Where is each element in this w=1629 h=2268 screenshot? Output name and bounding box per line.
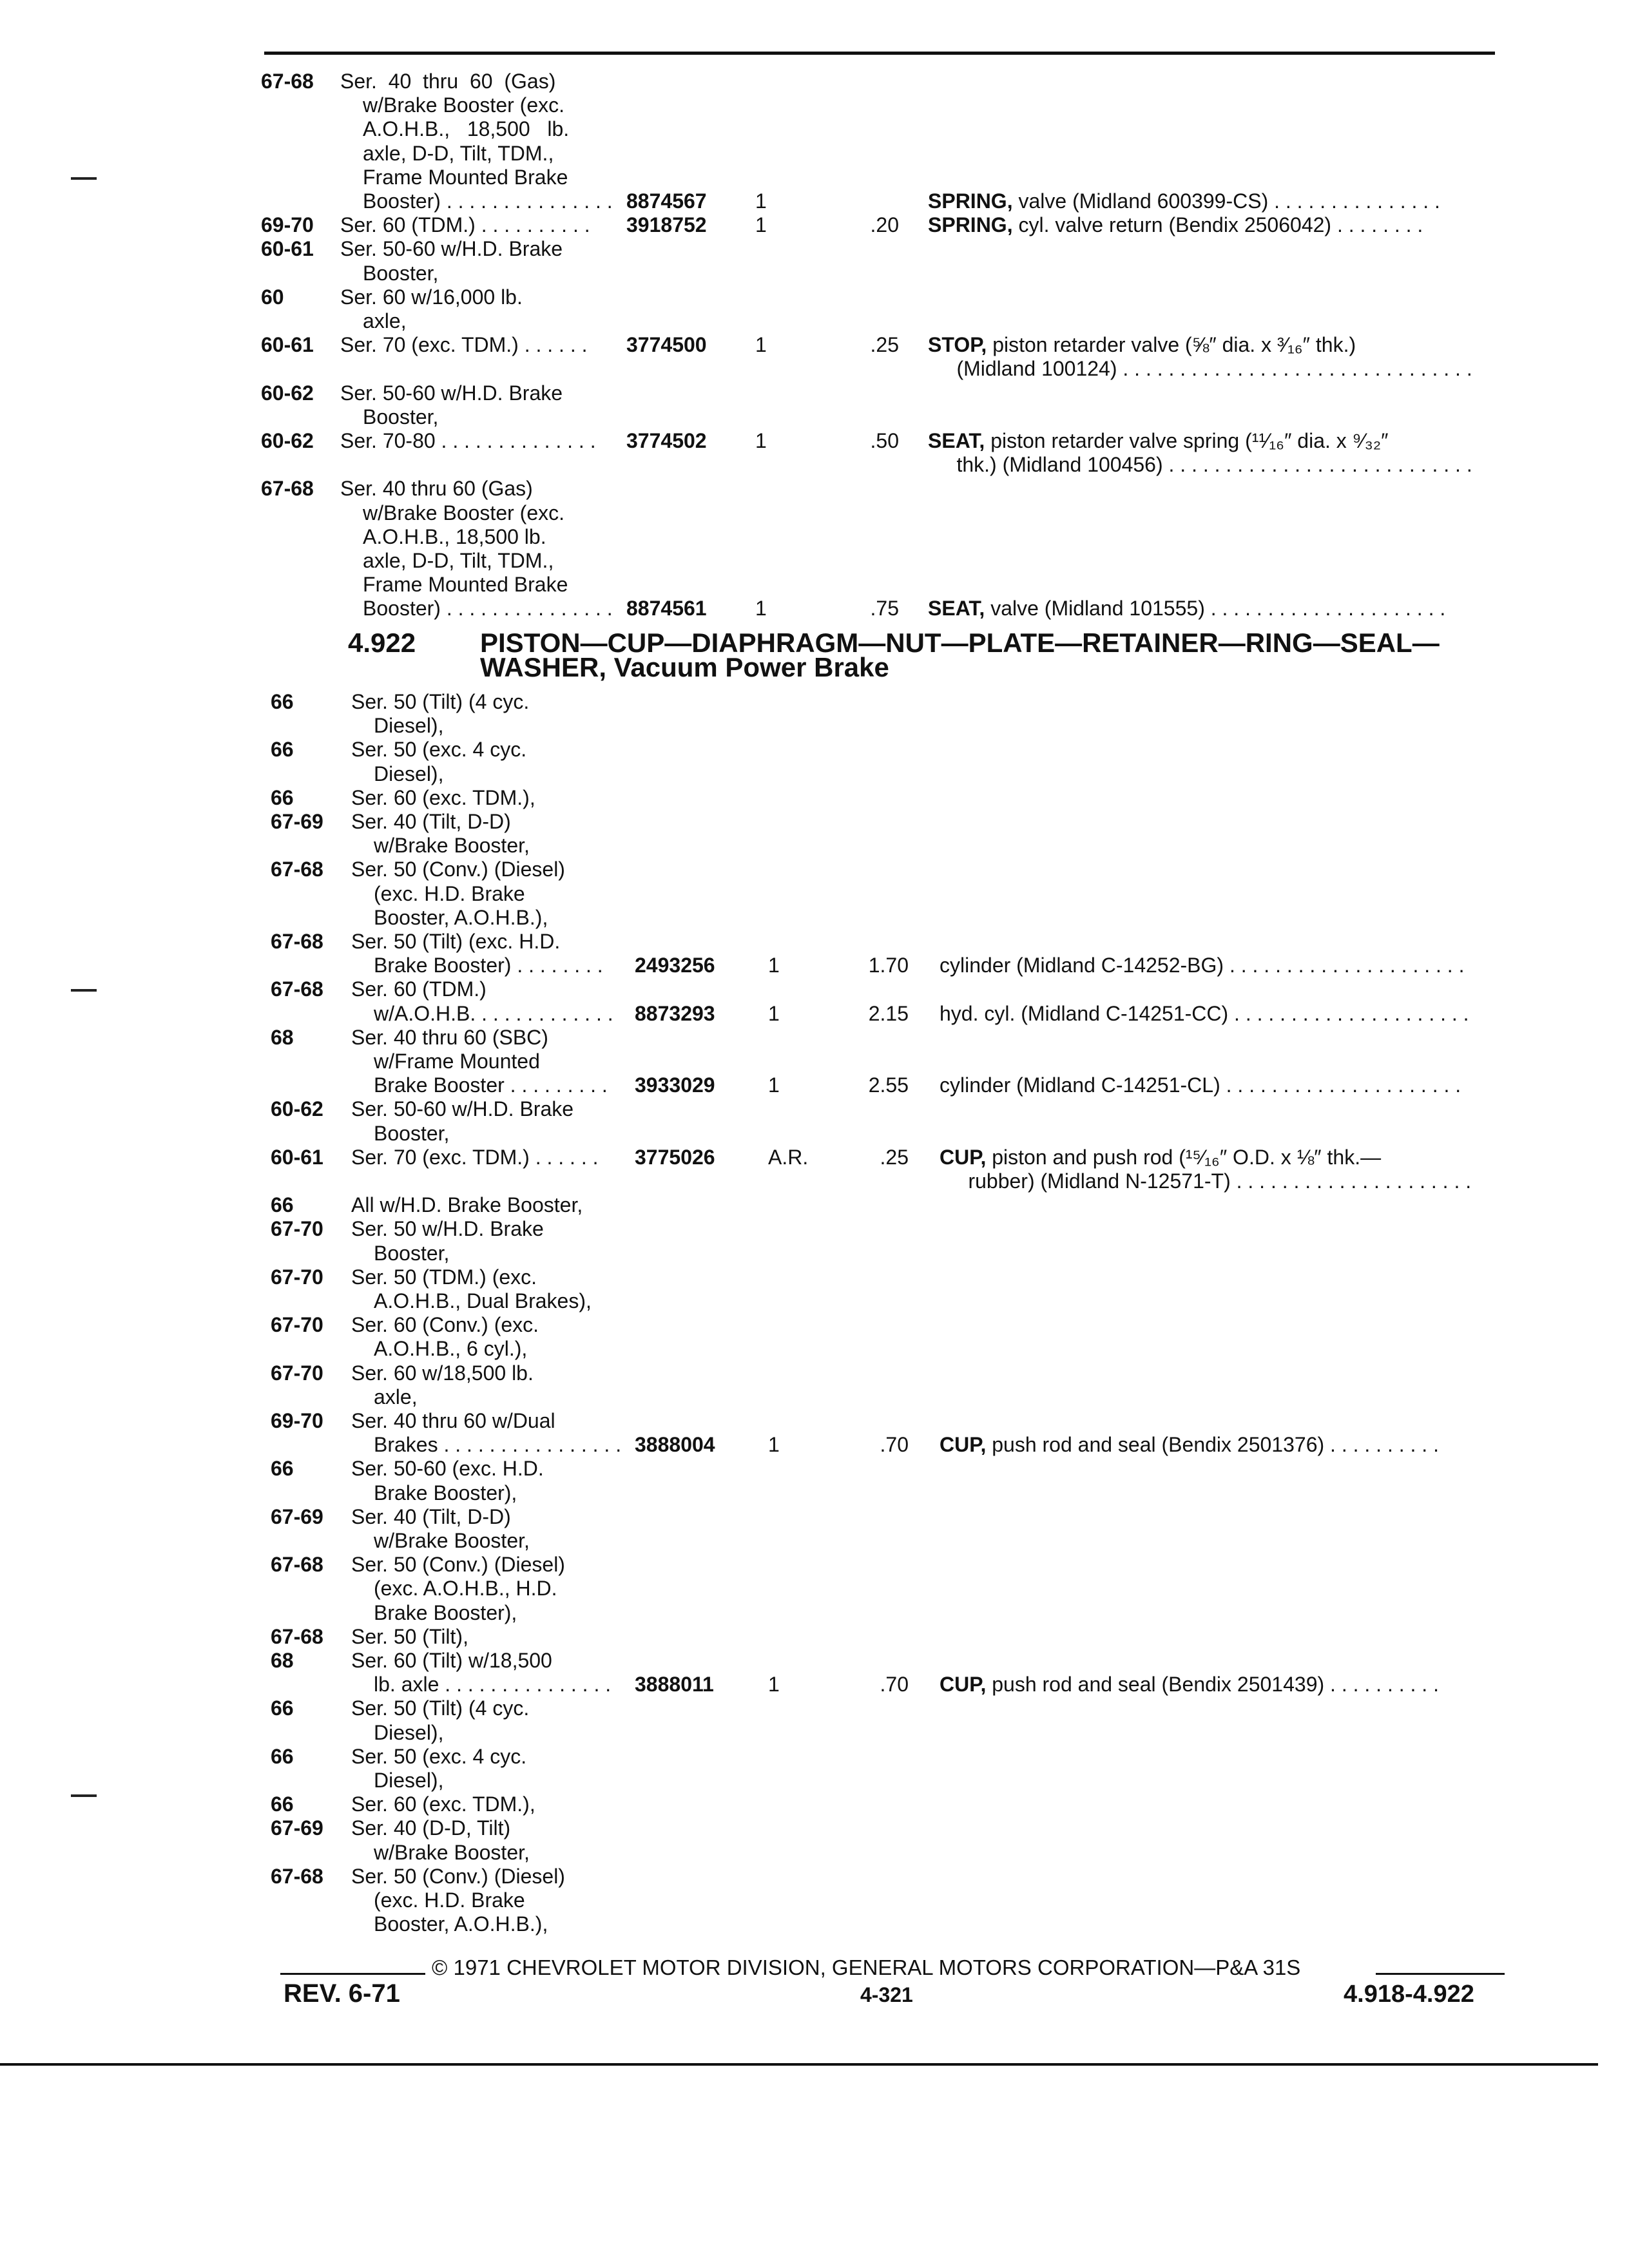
description [940,1433,1439,1456]
quantity: 1 [768,1673,780,1696]
model-year: 67-68 [271,1624,323,1648]
model-year: 66 [271,785,294,809]
model-year: 60-61 [261,237,314,261]
part-description: cylinder (Midland C-14252-BG) . . . . . . . . . . . . . . . . . . . . . [940,954,1465,977]
model-year: 67-70 [271,1313,323,1337]
price: .25 [870,333,899,357]
application: Ser. 50 (Tilt) (exc. H.D. [351,930,561,953]
model-year: 67-69 [271,810,323,833]
quantity: 1 [755,429,767,452]
price: 1.70 [868,954,909,977]
description [940,1073,1461,1097]
model-year: 67-68 [271,1553,323,1577]
section-title-line2: WASHER, Vacuum Power Brake [480,652,889,682]
part-description: cylinder (Midland C-14251-CL) . . . . . . . . . . . . . . . . . . . . . [940,1073,1461,1097]
application: Diesel), [374,1720,444,1744]
application: Ser. 50 (exc. 4 cyc. [351,738,527,762]
part-number: 8874567 [626,189,707,213]
application: Booster, A.O.H.B.), [374,1912,548,1936]
application: Ser. 40 (Tilt, D-D) [351,1504,511,1528]
margin-mark [71,989,97,992]
part-name: CUP, [940,1433,987,1457]
footer-rule-left [280,1973,425,1975]
top-rule [264,52,1495,55]
model-year: 66 [271,690,294,713]
margin-mark [71,1794,97,1797]
application: A.O.H.B., 18,500 lb. [363,117,570,141]
application: A.O.H.B., 18,500 lb. [363,524,546,548]
price: 2.55 [868,1073,909,1097]
part-name: CUP, [940,1145,987,1169]
section-number: 4.922 [348,628,416,658]
application: w/Brake Booster, [374,1840,530,1864]
application: w/Brake Booster (exc. [363,501,564,524]
model-year: 66 [271,1744,294,1768]
part-description: piston and push rod (¹⁵⁄₁₆″ O.D. x ⅛″ thk.— [986,1145,1382,1169]
application: axle, [363,309,407,332]
model-year: 67-68 [271,1864,323,1888]
model-year: 67-70 [271,1217,323,1241]
part-description: push rod and seal (Bendix 2501439) . . . . . . . . . . [986,1673,1439,1696]
quantity: 1 [755,189,767,213]
application: Ser. 60 w/18,500 lb. [351,1361,534,1385]
description [928,597,1445,620]
part-number: 2493256 [635,954,715,977]
part-description: piston retarder valve spring (¹¹⁄₁₆″ dia. x ⁹⁄₃₂″ [985,429,1389,452]
part-number: 3888004 [635,1433,715,1457]
description [940,1002,1469,1025]
quantity: A.R. [768,1145,809,1169]
application: Brake Booster . . . . . . . . . [374,1073,608,1097]
part-number: 3918752 [626,213,707,237]
application: axle, D-D, Tilt, TDM., [363,549,554,572]
application: w/A.O.H.B. . . . . . . . . . . . . [374,1001,613,1025]
application: Booster) . . . . . . . . . . . . . . . [363,597,613,620]
application: Ser. 60 (Tilt) w/18,500 [351,1649,552,1672]
part-description: cyl. valve return (Bendix 2506042) . . . . . . . . [1012,213,1423,237]
application: (exc. H.D. Brake [374,881,525,905]
price: .50 [870,429,899,452]
application: Ser. 50-60 (exc. H.D. [351,1457,544,1481]
price: .70 [880,1433,909,1457]
application: Brake Booster), [374,1600,517,1624]
description [940,1673,1439,1696]
part-number: 3888011 [635,1673,714,1696]
application: Booster, [363,261,439,285]
quantity: 1 [768,1001,780,1025]
application: Ser. 50 (Tilt), [351,1624,468,1648]
part-number: 3775026 [635,1145,715,1169]
model-year: 66 [271,1193,294,1217]
application: w/Frame Mounted [374,1050,540,1073]
application: w/Brake Booster, [374,1529,530,1552]
application: Ser. 50-60 w/H.D. Brake [340,237,563,261]
price: .25 [880,1145,909,1169]
quantity: 1 [755,213,767,237]
application: Diesel), [374,1769,444,1792]
part-number: 8873293 [635,1001,715,1025]
quantity: 1 [768,1433,780,1457]
part-description: piston retarder valve (⅝″ dia. x ³⁄₁₆″ thk.) [987,333,1356,357]
application: A.O.H.B., 6 cyl.), [374,1337,528,1361]
application: Ser. 50 (Tilt) (4 cyc. [351,1696,530,1720]
application: Ser. 60 (exc. TDM.), [351,785,535,809]
part-description: valve (Midland 600399-CS) . . . . . . . . . . . . . . . [1012,189,1440,213]
application: Frame Mounted Brake [363,165,568,189]
application: Ser. 40 thru 60 (Gas) [340,70,556,93]
part-name: CUP, [940,1673,987,1696]
application: Ser. 40 thru 60 w/Dual [351,1409,555,1432]
footer-copyright: © 1971 CHEVROLET MOTOR DIVISION, GENERAL MOTORS CORPORATION—P&A 31S [432,1956,1301,1979]
model-year: 60-62 [261,381,314,405]
application: Ser. 50-60 w/H.D. Brake [340,381,563,405]
description [928,213,1423,236]
application: Ser. 40 thru 60 (SBC) [351,1025,548,1049]
application: Ser. 60 (TDM.) . . . . . . . . . . [340,213,590,237]
part-number: 3774502 [626,429,707,452]
price: .70 [880,1673,909,1696]
part-name: SPRING, [928,189,1013,213]
application: Brake Booster), [374,1481,517,1504]
model-year: 67-68 [271,977,323,1001]
description [928,189,1440,213]
model-year: 68 [271,1649,294,1672]
description [928,429,1389,452]
model-year: 67-70 [271,1265,323,1289]
model-year: 67-68 [271,930,323,953]
application: Ser. 50-60 w/H.D. Brake [351,1097,574,1121]
description [940,1169,1471,1193]
application: Ser. 70 (exc. TDM.) . . . . . . [340,333,588,357]
application: Booster) . . . . . . . . . . . . . . . [363,189,613,213]
model-year: 67-69 [271,1816,323,1840]
model-year: 67-68 [261,70,314,93]
application: Ser. 70-80 . . . . . . . . . . . . . . [340,429,596,452]
application: Diesel), [374,762,444,785]
application: Ser. 50 (Conv.) (Diesel) [351,1553,565,1577]
part-description: thk.) (Midland 100456) . . . . . . . . . . . . . . . . . . . . . . . . . . . [928,453,1472,477]
part-number: 3774500 [626,333,707,357]
application: Ser. 50 (TDM.) (exc. [351,1265,537,1289]
price: .75 [870,597,899,620]
application: Booster, [363,405,439,428]
description [928,453,1472,476]
model-year: 60-62 [271,1097,323,1121]
model-year: 66 [271,738,294,762]
part-description: valve (Midland 101555) . . . . . . . . . . . . . . . . . . . . . [985,597,1446,620]
application: Ser. 40 (D-D, Tilt) [351,1816,511,1840]
model-year: 67-68 [271,858,323,881]
application: w/Brake Booster (exc. [363,93,564,117]
model-year: 66 [271,1457,294,1481]
application: Ser. 60 (Conv.) (exc. [351,1313,539,1337]
application: Ser. 50 (Conv.) (Diesel) [351,1864,565,1888]
application: Ser. 50 (exc. 4 cyc. [351,1744,527,1768]
footer-rev: REV. 6-71 [284,1979,400,2008]
application: Diesel), [374,714,444,738]
application: Ser. 70 (exc. TDM.) . . . . . . [351,1145,599,1169]
model-year: 67-68 [261,477,314,501]
quantity: 1 [768,1073,780,1097]
description [940,1146,1381,1169]
part-description: (Midland 100124) . . . . . . . . . . . . . . . . . . . . . . . . . . . . . . . [928,357,1472,381]
section-title-line1: PISTON—CUP—DIAPHRAGM—NUT—PLATE—RETAINER—RING—SEAL— [480,628,1440,658]
application: (exc. A.O.H.B., H.D. [374,1577,557,1600]
part-name: SPRING, [928,213,1013,237]
part-number: 8874561 [626,597,707,620]
part-number: 3933029 [635,1073,715,1097]
footer-rule-right [1376,1973,1505,1975]
model-year: 66 [271,1792,294,1816]
model-year: 68 [271,1025,294,1049]
application: Ser. 50 (Conv.) (Diesel) [351,858,565,881]
model-year: 66 [271,1696,294,1720]
application: Booster, A.O.H.B.), [374,905,548,929]
description [928,333,1356,356]
price: .20 [870,213,899,237]
part-name: SEAT, [928,597,985,620]
application: axle, [374,1385,418,1408]
price: 2.15 [868,1001,909,1025]
application: Brakes . . . . . . . . . . . . . . . . [374,1433,622,1457]
margin-mark [71,177,97,180]
model-year: 69-70 [271,1409,323,1432]
application: All w/H.D. Brake Booster, [351,1193,583,1217]
application: Ser. 40 thru 60 (Gas) [340,477,533,501]
quantity: 1 [755,333,767,357]
quantity: 1 [768,954,780,977]
application: Ser. 50 w/H.D. Brake [351,1217,544,1241]
description [940,954,1464,977]
model-year: 60-62 [261,429,314,452]
application: Booster, [374,1121,450,1145]
part-description: rubber) (Midland N-12571-T) . . . . . . . . . . . . . . . . . . . . . [940,1169,1472,1193]
application: Ser. 50 (Tilt) (4 cyc. [351,690,530,713]
application: Brake Booster) . . . . . . . . [374,954,603,977]
application: Booster, [374,1241,450,1265]
part-name: STOP, [928,333,987,357]
model-year: 67-69 [271,1504,323,1528]
application: lb. axle . . . . . . . . . . . . . . . [374,1673,612,1696]
part-description: push rod and seal (Bendix 2501376) . . . . . . . . . . [986,1433,1439,1457]
quantity: 1 [755,597,767,620]
footer-section-range: 4.918-4.922 [1344,1981,1474,2008]
application: w/Brake Booster, [374,834,530,858]
application: Ser. 40 (Tilt, D-D) [351,810,511,833]
application: Ser. 60 (TDM.) [351,977,487,1001]
model-year: 60-61 [271,1145,323,1169]
description [928,357,1472,380]
model-year: 60-61 [261,333,314,357]
model-year: 67-70 [271,1361,323,1385]
bottom-rule [0,2063,1598,2066]
application: Ser. 60 w/16,000 lb. [340,285,523,309]
application: Ser. 60 (exc. TDM.), [351,1792,535,1816]
part-name: SEAT, [928,429,985,452]
footer-page-number: 4-321 [860,1983,913,2006]
part-description: hyd. cyl. (Midland C-14251-CC) . . . . . . . . . . . . . . . . . . . . . [940,1001,1469,1025]
model-year: 60 [261,285,284,309]
application: (exc. H.D. Brake [374,1888,525,1912]
application: axle, D-D, Tilt, TDM., [363,141,554,165]
application: Frame Mounted Brake [363,573,568,597]
application: A.O.H.B., Dual Brakes), [374,1289,592,1312]
model-year: 69-70 [261,213,314,237]
